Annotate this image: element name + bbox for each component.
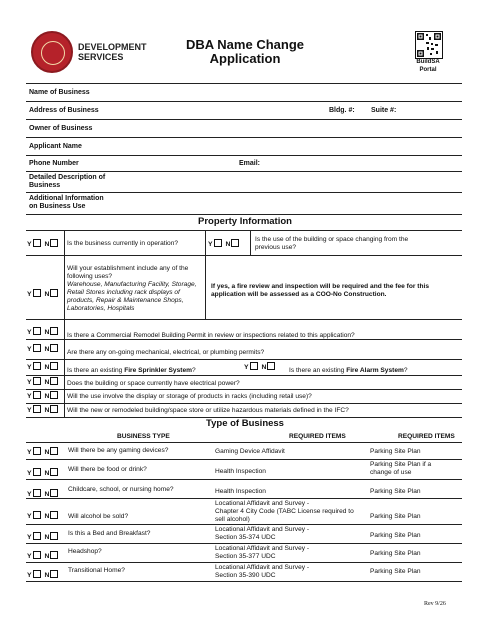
- yn-childcare: Y N: [27, 489, 60, 498]
- yn-sprinkler: Y N: [27, 362, 60, 371]
- q-storage-line-6: Laboratories, Hospitals: [67, 305, 135, 312]
- yn-transitional-home: Y N: [27, 570, 60, 579]
- q-mep-permits: Are there any on-going mechanical, electrical, or plumbing permits?: [67, 349, 265, 356]
- dept-line-2: SERVICES: [78, 52, 124, 62]
- row-required-item: Locational Affidavit and Survey - Section 35-374 UDC: [215, 526, 310, 541]
- yn-remodel: Y N: [27, 327, 60, 336]
- phone-number-label: Phone Number: [29, 160, 79, 167]
- yn-use-changing: Y N: [208, 239, 241, 248]
- no-checkbox[interactable]: [50, 447, 58, 455]
- divider: [64, 255, 65, 319]
- name-of-business-field[interactable]: [120, 84, 460, 101]
- no-checkbox[interactable]: [50, 405, 58, 413]
- yes-checkbox[interactable]: [33, 391, 41, 399]
- divider: [26, 442, 462, 443]
- row-required-item: Locational Affidavit and Survey - Chapter 4 City Code (TABC License required to sell alcohol): [215, 500, 354, 523]
- col-required-items-1: REQUIRED ITEMS: [289, 433, 346, 440]
- fire-review-line-2: application will be assessed as a COO-No Construction.: [211, 291, 387, 298]
- row-question: Headshop?: [68, 548, 102, 555]
- q-storage-line-5: products, Repair & Maintenance Shops,: [67, 297, 184, 304]
- dept-line-1: DEVELOPMENT: [78, 42, 147, 52]
- bldg-label: Bldg. #:: [329, 107, 355, 114]
- detailed-desc-line-1: Detailed Description of: [29, 174, 106, 181]
- divider: [26, 339, 462, 340]
- row-required-item-2: Parking Site Plan: [370, 550, 421, 557]
- row-required-item: Locational Affidavit and Survey - Section 35-390 UDC: [215, 564, 310, 579]
- yes-checkbox[interactable]: [33, 511, 41, 519]
- yes-checkbox[interactable]: [33, 327, 41, 335]
- row-required-item: Health Inspection: [215, 468, 266, 475]
- row-required-item-2: Parking Site Plan: [370, 532, 421, 539]
- divider: [26, 230, 462, 231]
- type-of-business-heading: Type of Business: [206, 418, 284, 429]
- q-use-changing-line-2: previous use?: [255, 244, 297, 251]
- divider: [26, 459, 462, 460]
- q-electrical-power: Does the building or space currently have electrical power?: [67, 380, 240, 387]
- q-display-storage: Will the use involve the display or storage of products in racks (including retail use)?: [67, 393, 312, 400]
- owner-of-business-label: Owner of Business: [29, 125, 93, 132]
- yes-checkbox[interactable]: [214, 239, 222, 247]
- divider: [26, 389, 462, 390]
- detailed-desc-line-2: Business: [29, 182, 61, 189]
- fire-review-note: [211, 283, 429, 299]
- no-checkbox[interactable]: [50, 391, 58, 399]
- q-storage-line-3: Warehouse, Manufacturing Facility, Storage,: [67, 281, 197, 288]
- divider: [26, 359, 462, 360]
- divider: [250, 230, 251, 255]
- property-info-heading: Property Information: [198, 216, 292, 227]
- portal-line-1: BuildSA: [416, 59, 440, 65]
- city-seal-logo: [31, 31, 73, 73]
- divider: [26, 319, 462, 320]
- q-hazardous-materials: Will the new or remodeled building/space store or utilize hazardous materials defined in the IFC?: [67, 407, 349, 414]
- additional-info-label: [29, 195, 104, 211]
- divider: [26, 155, 462, 156]
- yes-checkbox[interactable]: [33, 405, 41, 413]
- q-use-changing-line-1: Is the use of the building or space changing from the: [255, 236, 409, 243]
- yes-checkbox[interactable]: [33, 468, 41, 476]
- applicant-field[interactable]: [120, 138, 460, 155]
- no-checkbox[interactable]: [50, 362, 58, 370]
- yes-checkbox[interactable]: [33, 551, 41, 559]
- divider: [26, 192, 462, 193]
- yes-checkbox[interactable]: [33, 344, 41, 352]
- yes-checkbox[interactable]: [250, 362, 258, 370]
- suite-label: Suite #:: [371, 107, 397, 114]
- yn-storage: Y N: [27, 289, 60, 298]
- divider: [26, 562, 462, 563]
- no-checkbox[interactable]: [50, 344, 58, 352]
- no-checkbox[interactable]: [50, 511, 58, 519]
- q-alarm: Is there an existing Fire Alarm System?: [289, 367, 408, 374]
- dept-name: [78, 42, 147, 62]
- q-current-operation: Is the business currently in operation?: [67, 240, 179, 247]
- yes-checkbox[interactable]: [33, 570, 41, 578]
- divider: [26, 543, 462, 544]
- no-checkbox[interactable]: [50, 570, 58, 578]
- row-question: Transitional Home?: [68, 567, 125, 574]
- yn-operation: Y N: [27, 239, 60, 248]
- row-required-item-2: Parking Site Plan: [370, 568, 421, 575]
- yn-hazardous: Y N: [27, 405, 60, 414]
- q-use-changing: [255, 236, 408, 252]
- row-required-item-2: Parking Site Plan: [370, 513, 421, 520]
- row-required-item: Health Inspection: [215, 488, 266, 495]
- no-checkbox[interactable]: [267, 362, 275, 370]
- email-label: Email:: [239, 160, 261, 167]
- row-question: Will there be food or drink?: [68, 466, 147, 473]
- yn-power: Y N: [27, 377, 60, 386]
- yes-checkbox[interactable]: [33, 239, 41, 247]
- no-checkbox[interactable]: [50, 289, 58, 297]
- no-checkbox[interactable]: [50, 327, 58, 335]
- no-checkbox[interactable]: [50, 239, 58, 247]
- q-remodel-permit: Is there a Commercial Remodel Building Permit in review or inspections related to this application?: [67, 332, 355, 339]
- page-title: [180, 38, 310, 66]
- yes-checkbox[interactable]: [33, 489, 41, 497]
- divider: [26, 214, 462, 215]
- yn-food-drink: Y N: [27, 468, 60, 477]
- no-checkbox[interactable]: [50, 551, 58, 559]
- portal-label: [408, 58, 448, 74]
- divider: [26, 403, 462, 404]
- divider: [64, 230, 65, 255]
- q-storage-line-2: following uses?: [67, 273, 113, 280]
- fire-review-line-1: If yes, a fire review and inspection will be required and the fee for this: [211, 283, 430, 290]
- yn-gaming: Y N: [27, 447, 60, 456]
- address-of-business-label: Address of Business: [29, 107, 99, 114]
- row-required-item: Locational Affidavit and Survey - Section 35-377 UDC: [215, 545, 310, 560]
- qr-code-icon[interactable]: [415, 31, 443, 59]
- row-required-item-2: Parking Site Plan: [370, 488, 421, 495]
- divider: [205, 230, 206, 255]
- applicant-name-label: Applicant Name: [29, 143, 82, 150]
- no-checkbox[interactable]: [231, 239, 239, 247]
- divider: [26, 479, 462, 480]
- yn-display: Y N: [27, 391, 60, 400]
- row-required-item-2: Parking Site Plan if a change of use: [370, 461, 432, 476]
- no-checkbox[interactable]: [50, 377, 58, 385]
- q-sprinkler: Is there an existing Fire Sprinkler System?: [67, 367, 196, 374]
- yes-checkbox[interactable]: [33, 289, 41, 297]
- q-storage-uses: [67, 265, 197, 313]
- divider: [26, 375, 462, 376]
- divider: [26, 581, 462, 582]
- col-business-type: BUSINESS TYPE: [117, 433, 170, 440]
- q-storage-line-1: Will your establishment include any of the: [67, 265, 189, 272]
- q-storage-line-4: Retail Stores including rack displays of: [67, 289, 180, 296]
- no-checkbox[interactable]: [50, 468, 58, 476]
- divider: [26, 171, 462, 172]
- divider: [26, 524, 462, 525]
- additional-info-line-1: Additional Information: [29, 195, 104, 202]
- revision-date: Rev 9/26: [424, 601, 446, 607]
- yes-checkbox[interactable]: [33, 447, 41, 455]
- divider: [64, 319, 65, 417]
- col-required-items-2: REQUIRED ITEMS: [398, 433, 455, 440]
- yn-alarm: Y N: [244, 362, 277, 371]
- row-question: Is this a Bed and Breakfast?: [68, 530, 151, 537]
- row-question: Will alcohol be sold?: [68, 513, 129, 520]
- row-question: Childcare, school, or nursing home?: [68, 486, 174, 493]
- portal-line-2: Portal: [419, 67, 437, 73]
- yes-checkbox[interactable]: [33, 377, 41, 385]
- yn-headshop: Y N: [27, 551, 60, 560]
- address-field[interactable]: [120, 102, 320, 119]
- divider: [205, 255, 206, 319]
- no-checkbox[interactable]: [50, 532, 58, 540]
- owner-field[interactable]: [120, 120, 460, 137]
- yn-alcohol: Y N: [27, 511, 60, 520]
- yn-bed-breakfast: Y N: [27, 532, 60, 541]
- additional-info-line-2: on Business Use: [29, 203, 86, 210]
- row-required-item: Gaming Device Affidavit: [215, 448, 285, 455]
- title-line-2: Application: [209, 51, 281, 66]
- yes-checkbox[interactable]: [33, 532, 41, 540]
- title-line-1: DBA Name Change: [186, 37, 304, 52]
- yn-mep: Y N: [27, 344, 60, 353]
- detailed-description-label: [29, 174, 105, 190]
- divider: [26, 255, 462, 256]
- divider: [26, 498, 462, 499]
- no-checkbox[interactable]: [50, 489, 58, 497]
- yes-checkbox[interactable]: [33, 362, 41, 370]
- name-of-business-label: Name of Business: [29, 89, 90, 96]
- row-required-item-2: Parking Site Plan: [370, 448, 421, 455]
- row-question: Will there be any gaming devices?: [68, 447, 169, 454]
